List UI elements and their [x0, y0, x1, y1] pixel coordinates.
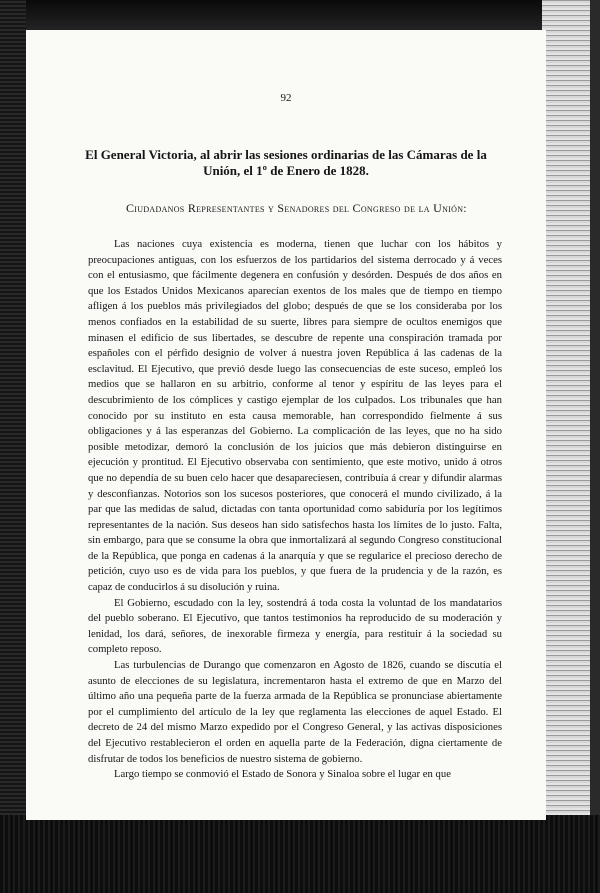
document-page — [26, 30, 546, 820]
paragraph: Largo tiempo se conmovió el Estado de Sonora y Sinaloa sobre el lugar en que — [114, 768, 451, 781]
scan-border-left — [0, 0, 26, 893]
document-title: El General Victoria, al abrir las sesiones ordinarias de las Cámaras de la Unión, el 1º de Enero de 1828. — [85, 147, 487, 178]
paragraph: Las turbulencias de Durango que comenzaron en Agosto de 1826, cuando se discutía el asunto de elecciones de su legislatura, incrementaron hasta el extremo de que en Marzo del último año una pequeña parte de la fuerza armada de la República se pronunciase abiertamente por el cumplimiento del artículo de la ley que reglamenta las elecciones de aquel Estado. El decreto de 24 del mismo Marzo expedido por el Congreso General, y las activas disposiciones del Ejecutivo restablecieron el orden en aquella parte de la Federación, digna ciertamente de disfrutar de todos los beneficios de nuestro sistema de gobierno. — [88, 659, 502, 765]
paragraph: Las naciones cuya existencia es moderna, tienen que luchar con los hábitos y preocupaciones antiguas, con los esfuerzos de los partidarios del sistema derrocado y á veces con el entusiasmo, que fácilmente degenera en confusión y desórden. Después de dos años en que los Estados Unidos Mexicanos aparecían exentos de los males que de tiempo en tiempo afligen á los pueblos más privilegiados del globo; después de que se los consideraba por los menos confiados en la estabilidad de su suerte, libres para siempre de ocultos enemigos que minasen el edificio de sus libertades, se descubre de repente una conspiración tramada por españoles con el pérfido designio de volver á nuestra joven República á las cadenas de la esclavitud. El Ejecutivo, que previó desde luego las consecuencias de este suceso, empleó los medios que se hallaron en su arbitrio, conforme al tenor y espíritu de las leyes para el descubrimiento de los cómplices y castigo ejemplar de los culpados. Los tribunales que han conocido por su instituto en esta causa memorable, han correspondido fielmente á sus obligaciones y á las esperanzas del Gobierno. La complicación de las leyes, que no ha sido posible metodizar, demoró la conclusión de los juicios que más debieron distinguirse en ejecución y prontitud. El Ejecutivo observaba con sentimiento, que este motivo, unido á otros que no dependía de su buen celo hacer que desapareciesen, contribuía á crear y difundir alarmas y desconfianzas. Notorios son los sucesos posteriores, que conocerá el mundo civilizado, á la par que las medidas de salud, dictadas con tanta oportunidad como sabiduría por los legítimos representantes de la nación. Sus deseos han sido satisfechos hasta los límites de lo justo. Falta, sin embargo, para que se consume la obra que inmortalizará al segundo Congreso constitucional de la República, que ponga en cadenas á la anarquía y que se regularice el precioso derecho de petición, cuyo uso es de vida para los pueblos, y que fuera de la prudencia y de la razón, es capaz de conducirlos á su disolución y ruina. — [88, 238, 502, 594]
scan-border-top — [0, 0, 600, 34]
scan-border-bottom — [0, 815, 600, 893]
salutation: Ciudadanos Representantes y Senadores del Congreso de la Unión: — [126, 201, 467, 215]
body-text — [88, 237, 502, 783]
paragraph: El Gobierno, escudado con la ley, sostendrá á toda costa la voluntad de los mandatarios del pueblo soberano. El Ejecutivo, que tantos testimonios ha reproducido de su moderación y lenidad, los dará, señores, de inexorable firmeza y energía, para restituir á la sociedad su completo reposo. — [88, 596, 502, 656]
page-number: 92 — [280, 92, 292, 104]
scan-border-right-edge — [590, 0, 600, 893]
